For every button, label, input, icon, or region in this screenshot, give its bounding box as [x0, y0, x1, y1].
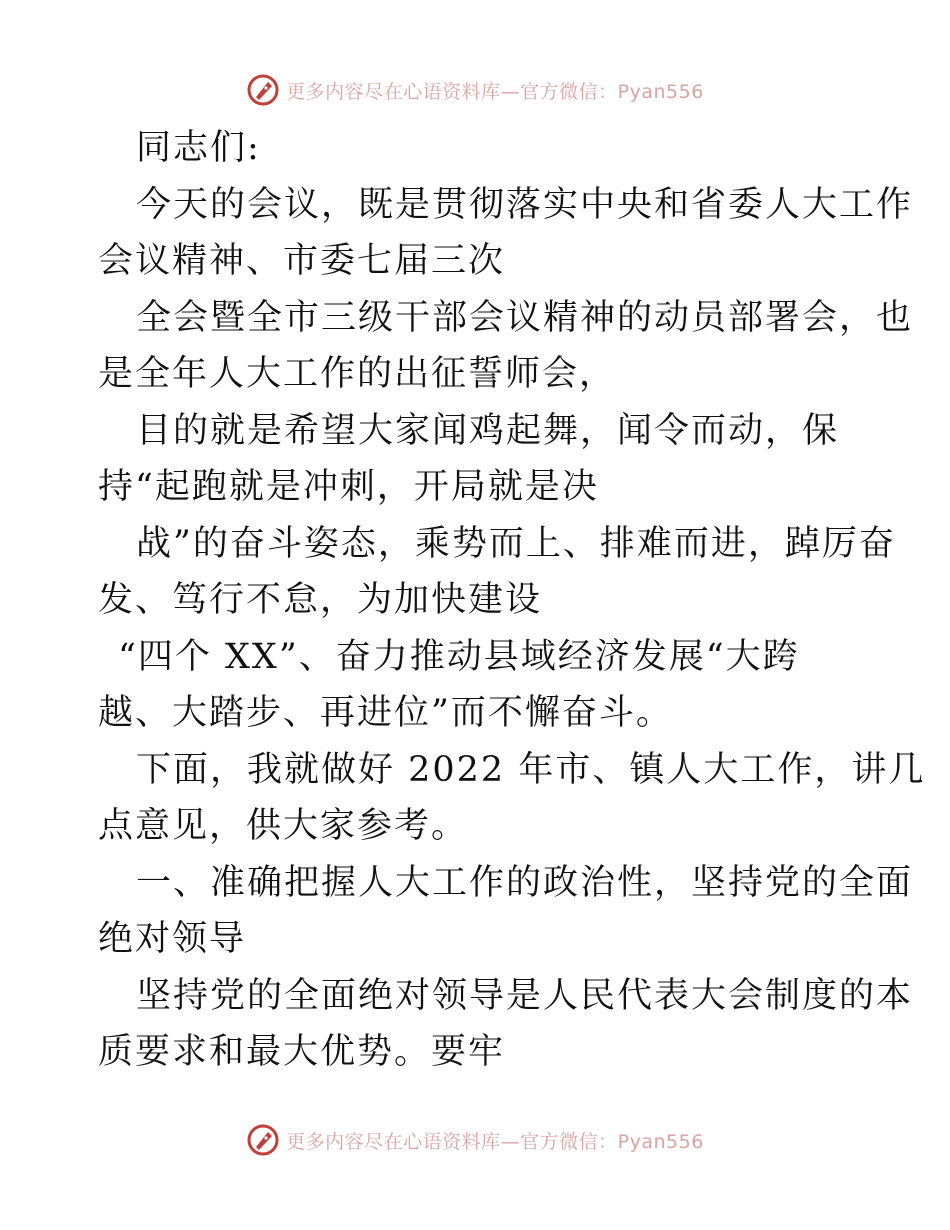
- watermark-footer: [0, 1120, 950, 1160]
- text-line: 发、笃行不怠，为加快建设: [98, 580, 543, 620]
- text-line: 点意见，供大家参考。: [98, 806, 469, 846]
- text-line: 目的就是希望大家闻鸡起舞，闻令而动，保: [136, 410, 840, 451]
- text-line: 是全年人大工作的出征誓师会，: [98, 354, 617, 394]
- text-line: 一、准确把握人大工作的政治性，坚持党的全面: [136, 862, 914, 903]
- pen-nib-logo-icon: [246, 73, 280, 107]
- text-line: 绝对领导: [98, 919, 247, 959]
- document-body: [98, 120, 926, 1081]
- watermark-header: [0, 70, 950, 110]
- text-line: 全会暨全市三级干部会议精神的动员部署会，也: [136, 297, 914, 338]
- text-line: 下面，我就做好 2022 年市、镇人大工作，讲几: [136, 749, 926, 790]
- pen-nib-logo-icon: [246, 1123, 280, 1157]
- text-line: 越、大踏步、再进位”而不懈奋斗。: [98, 693, 673, 733]
- text-line: 同志们:: [136, 128, 261, 168]
- watermark-text: 更多内容尽在心语资料库—官方微信：Pyan556: [286, 1130, 704, 1153]
- text-line: 坚持党的全面绝对领导是人民代表大会制度的本: [136, 975, 914, 1016]
- text-line: 今天的会议，既是贯彻落实中央和省委人大工作: [136, 184, 914, 225]
- text-line: 战”的奋斗姿态，乘势而上、排难而进，踔厉奋: [136, 523, 896, 564]
- text-line: 会议精神、市委七届三次: [98, 241, 506, 281]
- text-line: 持“起跑就是冲刺，开局就是决: [98, 467, 599, 507]
- watermark-text: 更多内容尽在心语资料库—官方微信：Pyan556: [286, 80, 704, 103]
- text-line: 质要求和最大优势。要牢: [98, 1032, 506, 1072]
- text-line: “四个 XX”、奋力推动县域经济发展“大跨: [118, 636, 800, 677]
